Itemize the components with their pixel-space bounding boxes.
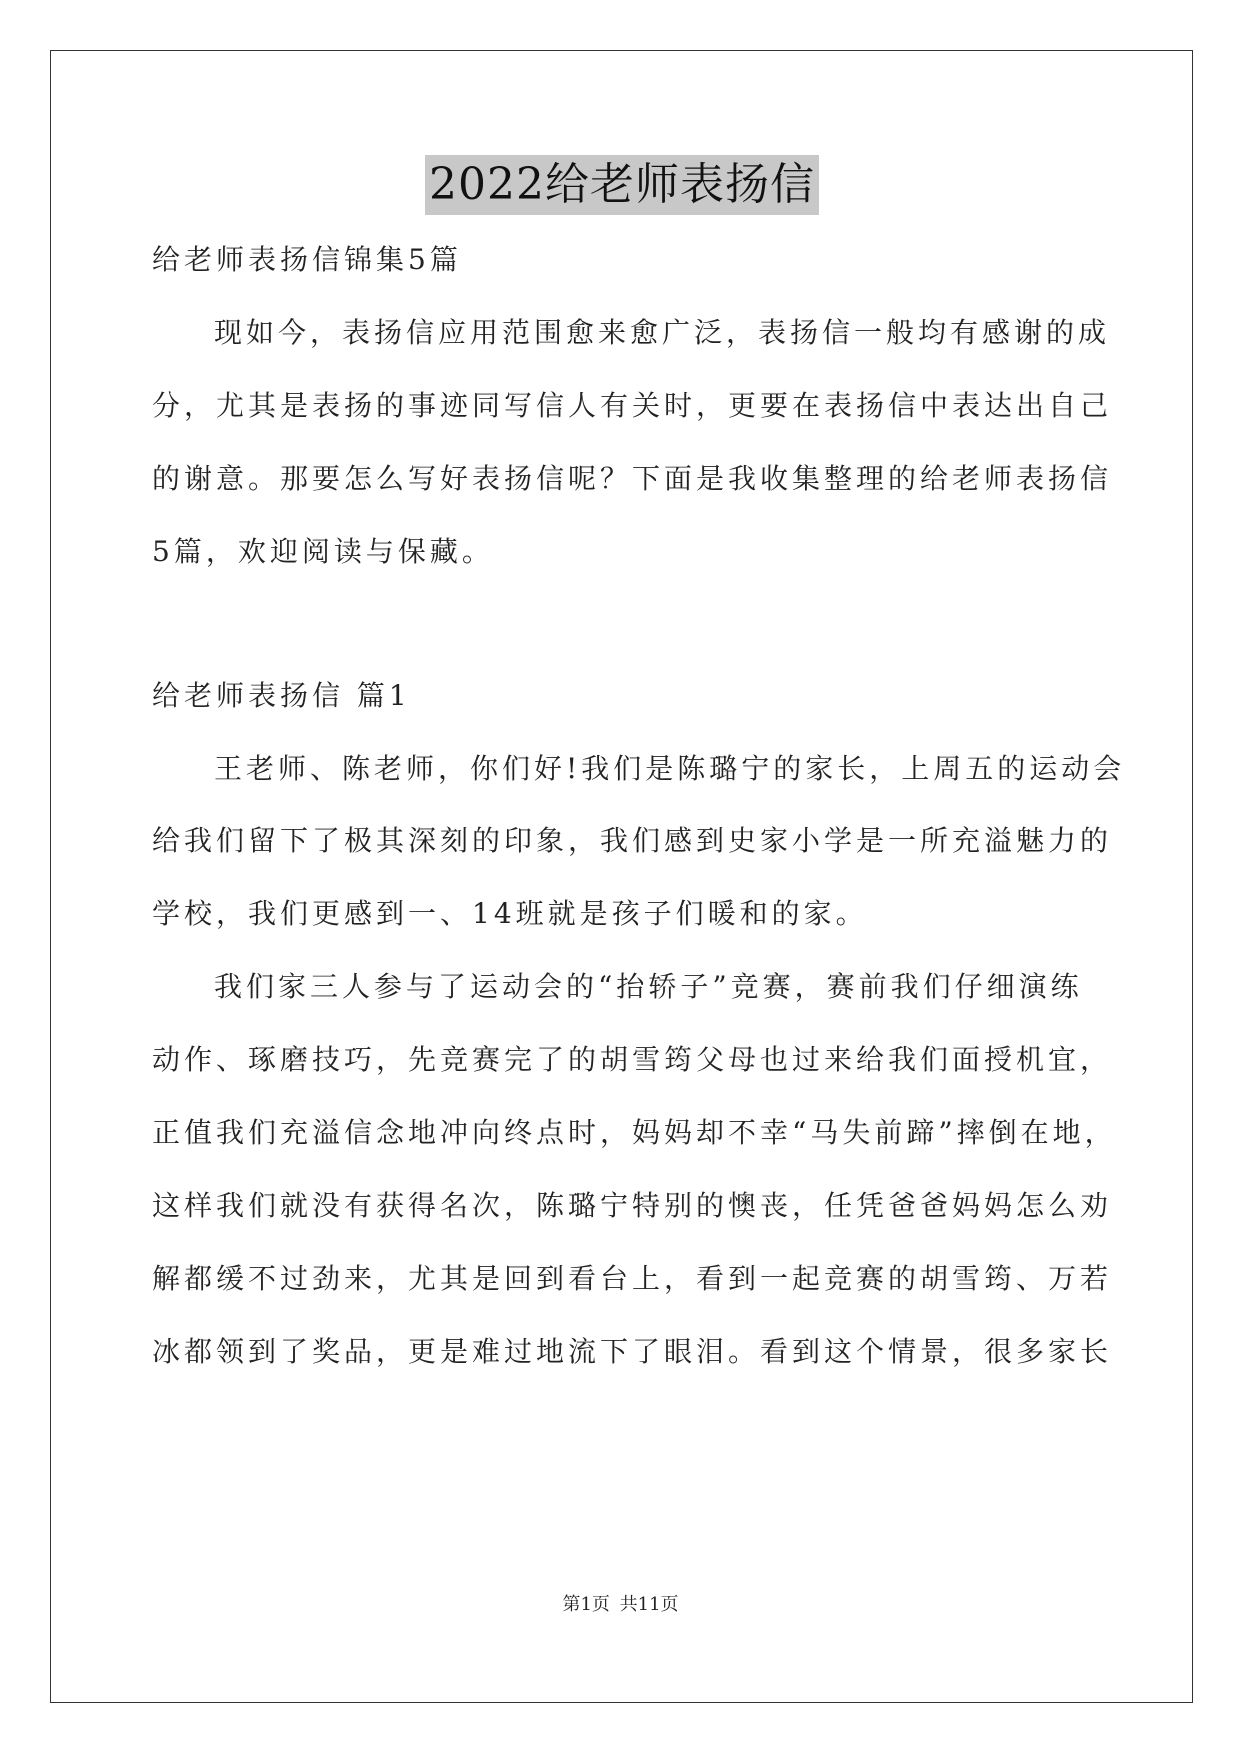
page-number: 第1页 — [562, 1594, 610, 1615]
paragraph-line: 动作、琢磨技巧，先竞赛完了的胡雪筠父母也过来给我们面授机宜， — [152, 1043, 1113, 1076]
paragraph-line: 学校，我们更感到一、14班就是孩子们暖和的家。 — [152, 897, 868, 930]
page-footer — [0, 1593, 1241, 1617]
intro-line: 的谢意。那要怎么写好表扬信呢？下面是我收集整理的给老师表扬信 — [152, 462, 1113, 495]
paragraph-line: 这样我们就没有获得名次，陈璐宁特别的懊丧，任凭爸爸妈妈怎么劝 — [152, 1189, 1113, 1222]
title-wrap — [152, 155, 1092, 215]
paragraph-line: 正值我们充溢信念地冲向终点时，妈妈却不幸“马失前蹄”摔倒在地， — [152, 1116, 1117, 1149]
intro-line: 5篇，欢迎阅读与保藏。 — [152, 535, 494, 568]
paragraph-line: 冰都领到了奖品，更是难过地流下了眼泪。看到这个情景，很多家长 — [152, 1335, 1113, 1368]
document-title: 2022给老师表扬信 — [425, 155, 819, 215]
paragraph-line: 给我们留下了极其深刻的印象，我们感到史家小学是一所充溢魅力的 — [152, 824, 1113, 857]
page-border — [50, 50, 1193, 1703]
intro-line: 现如今，表扬信应用范围愈来愈广泛，表扬信一般均有感谢的成 — [214, 316, 1111, 349]
paragraph-line: 王老师、陈老师，你们好!我们是陈璐宁的家长，上周五的运动会 — [214, 752, 1126, 785]
subtitle: 给老师表扬信锦集5篇 — [152, 243, 462, 276]
intro-line: 分，尤其是表扬的事迹同写信人有关时，更要在表扬信中表达出自己 — [152, 389, 1113, 422]
section-heading: 给老师表扬信 篇1 — [152, 679, 411, 712]
paragraph-line: 解都缓不过劲来，尤其是回到看台上，看到一起竞赛的胡雪筠、万若 — [152, 1262, 1113, 1295]
paragraph-line: 我们家三人参与了运动会的“抬轿子”竞赛，赛前我们仔细演练 — [214, 970, 1083, 1003]
page-total: 共11页 — [619, 1594, 679, 1615]
